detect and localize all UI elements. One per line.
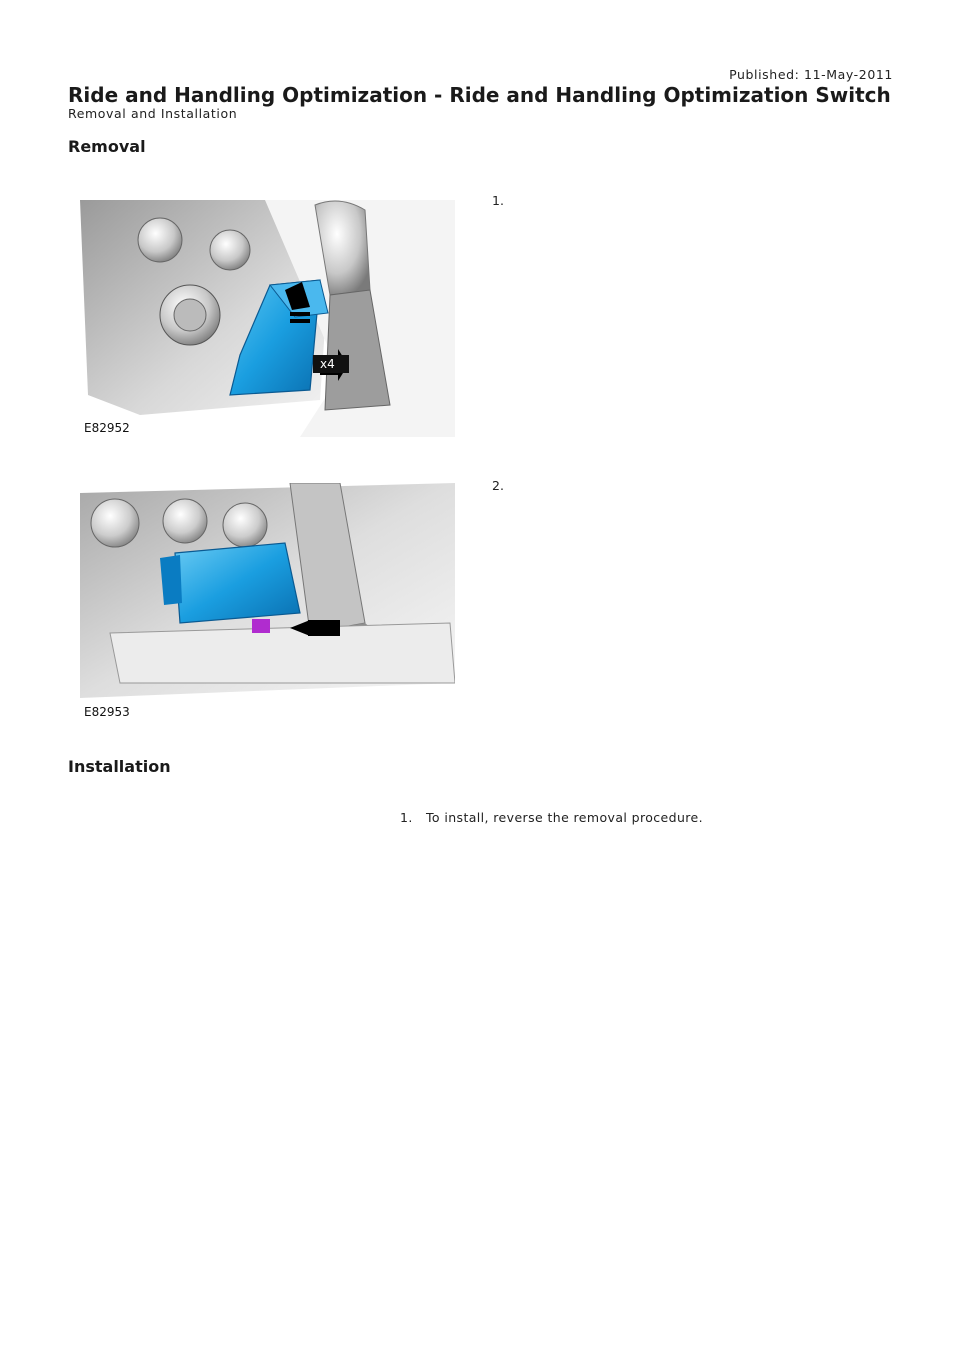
illustration-switch-removal-2 [80, 483, 455, 721]
installation-step-number: 1. [400, 810, 413, 825]
installation-step-text: To install, reverse the removal procedure. [426, 810, 704, 825]
figure-id: E82952 [84, 421, 130, 435]
published-date: Published: 11-May-2011 [729, 67, 893, 82]
page-title: Ride and Handling Optimization - Ride and Handling Optimization Switch [68, 83, 891, 107]
figure-id: E82953 [84, 705, 130, 719]
removal-step-number: 1. [492, 193, 504, 208]
figure-e82953 [80, 483, 455, 721]
removal-step-number: 2. [492, 478, 504, 493]
callout-x4: x4 [320, 357, 335, 371]
page-subtitle: Removal and Installation [68, 106, 238, 121]
removal-heading: Removal [68, 137, 146, 156]
installation-step [400, 810, 703, 825]
installation-heading: Installation [68, 757, 171, 776]
figure-e82952 [80, 195, 455, 437]
illustration-switch-removal-1 [80, 195, 455, 437]
